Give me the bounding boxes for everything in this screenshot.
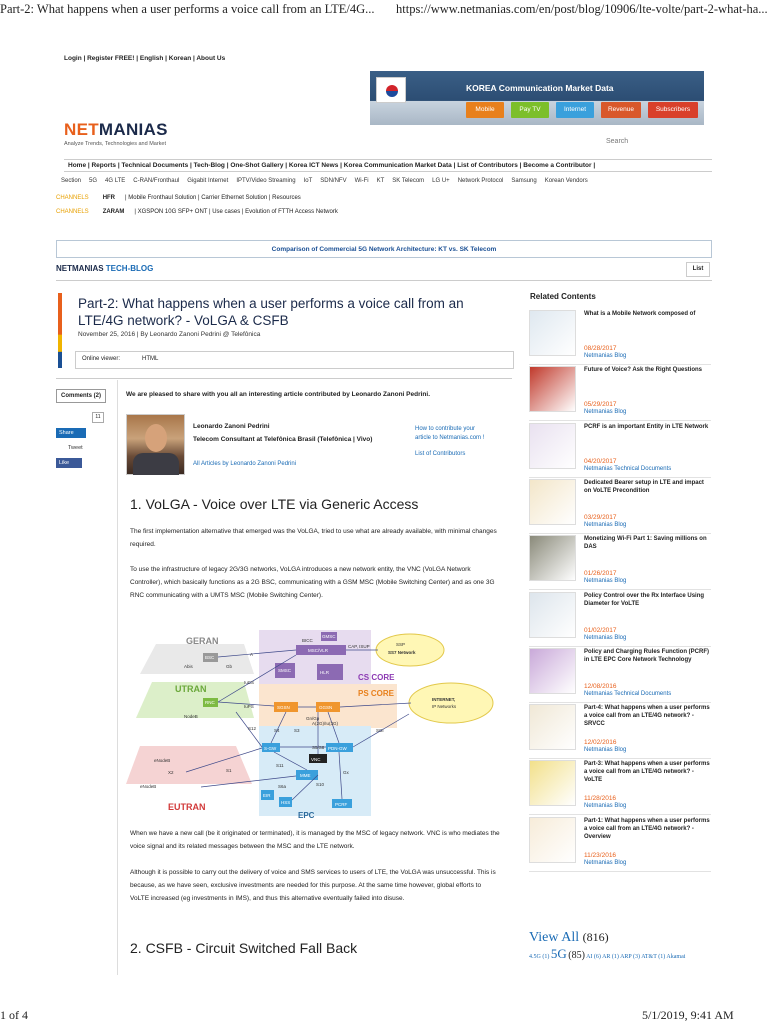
- divider: [529, 477, 711, 478]
- comments-button[interactable]: Comments (2): [56, 389, 106, 403]
- related-contents-heading: Related Contents: [530, 292, 596, 301]
- section-nav-item[interactable]: 5G: [89, 178, 98, 184]
- section-nav-item[interactable]: Korean Vendors: [544, 178, 588, 184]
- smsc-label: SMSC: [278, 668, 292, 673]
- post-title: Part-2: What happens when a user performs a voice call from an LTE/4G network? - VoLGA & CSFB: [78, 296, 464, 328]
- section-nav-item[interactable]: Wi-Fi: [354, 178, 369, 184]
- divider: [529, 646, 711, 647]
- eir-label: EIR: [263, 793, 271, 798]
- divider: [529, 364, 711, 365]
- ggsn-label: GGSN: [319, 705, 333, 710]
- x2-label: X2: [168, 770, 174, 775]
- comparison-banner-link[interactable]: Comparison of Commercial 5G Network Architecture: KT vs. SK Telecom: [56, 240, 712, 258]
- related-item[interactable]: [529, 817, 713, 873]
- print-page-number: 1 of 4: [0, 1008, 28, 1022]
- all-articles-link[interactable]: All Articles by Leonardo Zanoni Pedrini: [193, 461, 297, 467]
- related-title[interactable]: PCRF is an important Entity in LTE Network: [584, 423, 709, 430]
- divider: [529, 589, 711, 590]
- related-thumbnail[interactable]: [529, 760, 576, 806]
- related-source[interactable]: Netmanias Blog: [584, 521, 627, 528]
- section-nav-item[interactable]: KT: [376, 178, 385, 184]
- internet-cloud: [409, 683, 493, 723]
- divider: [529, 533, 711, 534]
- cap-label: CAP, ISUP: [348, 644, 370, 649]
- related-title[interactable]: Part-4: What happens when a user performs a voice call from an LTE/4G network? - SRVCC: [584, 705, 710, 728]
- online-viewer: Online viewer: HTML: [75, 351, 514, 369]
- related-date: 04/20/2017: [584, 457, 617, 465]
- author-info: [193, 420, 372, 446]
- banner-button-revenue[interactable]: Revenue: [601, 102, 641, 118]
- intro-text: We are pleased to share with you all an interesting article contributed by Leonardo Zanoni Pedrini.: [126, 391, 430, 398]
- related-source[interactable]: Netmanias Technical Documents: [584, 465, 672, 472]
- iucs-label: IuCS: [244, 680, 255, 685]
- bicc-label: BICC: [302, 638, 313, 643]
- epc-label: EPC: [298, 811, 315, 820]
- paragraph: Although it is possible to carry out the delivery of voice and SMS services to users of LTE, the VoLGA was unsuccessful. This is because, as we have seen, exclusive investments are needed for this purpose. At the same time however, global efforts to VoLTE increased (eg investments in IMS), and thus this alternative eventually failed into disuse.: [130, 869, 496, 902]
- sgw-label: S-GW: [264, 746, 277, 751]
- mme-label: MME: [300, 773, 311, 778]
- enodeb1-label: eNodeB: [154, 758, 171, 763]
- banner-button-internet[interactable]: Internet: [556, 102, 594, 118]
- related-item[interactable]: [529, 310, 713, 366]
- related-date: 12/02/2016: [584, 739, 617, 747]
- related-source[interactable]: Netmanias Blog: [584, 353, 627, 359]
- related-item[interactable]: [529, 423, 713, 479]
- divider: [56, 280, 712, 281]
- related-thumbnail[interactable]: [529, 592, 576, 638]
- banner-button-subscribers[interactable]: Subscribers: [648, 102, 698, 118]
- gn-label: Gn/Gp: [306, 716, 320, 721]
- s10-label: S10: [316, 782, 325, 787]
- title-accent-bar: [58, 293, 62, 368]
- related-thumbnail[interactable]: [529, 648, 576, 694]
- related-title[interactable]: Part-1: What happens when a user performs a voice call from an LTE/4G network? - Overview: [584, 817, 710, 840]
- related-item[interactable]: [529, 648, 713, 704]
- html-viewer-link[interactable]: HTML: [142, 356, 159, 362]
- hlr-label: HLR: [320, 670, 330, 675]
- section-heading-volga: 1. VoLGA - Voice over LTE via Generic Access: [130, 496, 419, 512]
- ipnet-label: IP Networks: [432, 704, 457, 709]
- related-item[interactable]: [529, 704, 713, 760]
- s3-label: S3: [294, 728, 300, 733]
- paragraph: When we have a new call (be it originated or terminated), it is managed by the MSC of legacy network. VNC is who mediates the voice signal and its related messages between the MSC and the LTE network.: [130, 830, 500, 850]
- eutran-label: EUTRAN: [168, 802, 206, 812]
- tweet-button[interactable]: Tweet: [68, 445, 83, 451]
- a-if-label: A(2G)/Iu(3G): [312, 721, 339, 726]
- section-nav-item[interactable]: Network Protocol: [457, 178, 504, 184]
- related-title[interactable]: Monetizing Wi-Fi Part 1: Saving millions on DAS: [584, 536, 707, 551]
- related-date: 11/28/2016: [584, 795, 617, 803]
- s12-label: S12: [248, 726, 257, 731]
- channel-row-hfr[interactable]: CHANNELS HFR | Mobile Fronthaul Solution | Carrier Ethernet Solution | Resources: [56, 195, 301, 201]
- section-nav-item[interactable]: 4G LTE: [105, 178, 126, 184]
- related-thumbnail[interactable]: [529, 423, 576, 469]
- post-meta: November 25, 2016 | By Leonardo Zanoni Pedrini @ Telefônica: [78, 331, 261, 338]
- section-nav[interactable]: [61, 178, 596, 184]
- related-thumbnail[interactable]: [529, 704, 576, 750]
- gx-label: Gx: [343, 770, 349, 775]
- related-thumbnail[interactable]: [529, 310, 576, 356]
- utran-label: UTRAN: [175, 684, 207, 694]
- print-title: Part-2: What happens when a user performs a voice call from an LTE/4G...: [0, 2, 375, 16]
- market-data-banner[interactable]: [370, 71, 704, 125]
- s1-label: S1: [226, 768, 232, 773]
- volga-architecture-diagram: [126, 622, 506, 820]
- sgi-label: SGi: [376, 728, 384, 733]
- bsc-label: BSC: [205, 655, 215, 660]
- internet-label: INTERNET,: [432, 697, 456, 702]
- view-all-link[interactable]: View All (816): [529, 930, 609, 945]
- geran-label: GERAN: [186, 636, 219, 646]
- cs-core-label: CS CORE: [358, 673, 395, 682]
- tag-cloud[interactable]: 4.5G (1) 5G (85) AI (6) AR (1) ARP (3) AT&T (1) Akamai: [529, 946, 686, 961]
- related-item[interactable]: [529, 592, 713, 648]
- pdngw-label: PDN-GW: [328, 746, 347, 751]
- divider: [56, 378, 512, 379]
- divider: [529, 758, 711, 759]
- vnc-label: VNC: [311, 757, 321, 762]
- a-label: A: [250, 652, 254, 657]
- geran-area: [140, 644, 254, 674]
- s11-label: S11: [276, 763, 284, 768]
- hss-label: HSS: [281, 800, 291, 805]
- print-datetime: 5/1/2019, 9:41 AM: [642, 1008, 734, 1022]
- top-links[interactable]: Login | Register FREE! | English | Korean | About Us: [64, 55, 226, 62]
- banner-title: KOREA Communication Market Data: [466, 83, 614, 93]
- rnc-label: RNC: [205, 700, 215, 705]
- section-nav-item[interactable]: IoT: [303, 178, 313, 184]
- related-title[interactable]: Dedicated Bearer setup in LTE and impact on VoLTE Precondition: [584, 479, 704, 494]
- sgsn-label: SGSN: [277, 705, 290, 710]
- how-to-contribute-link[interactable]: How to contribute your article to Netmanias.com !: [415, 426, 485, 441]
- section-nav-item[interactable]: LG U+: [432, 178, 450, 184]
- divider: [117, 380, 118, 975]
- related-date: 03/29/2017: [584, 513, 617, 521]
- related-title[interactable]: What is a Mobile Network composed of: [584, 311, 696, 317]
- related-date: 11/23/2016: [584, 851, 617, 859]
- section-nav-item[interactable]: Samsung: [511, 178, 537, 184]
- divider: [529, 420, 711, 421]
- eutran-area: [126, 746, 252, 784]
- list-of-contributors-link[interactable]: List of Contributors: [415, 451, 466, 457]
- ps-core-label: PS CORE: [358, 689, 395, 698]
- related-thumbnail[interactable]: [529, 817, 576, 863]
- banner-button-paytv[interactable]: Pay TV: [511, 102, 549, 118]
- related-source[interactable]: Netmanias Technical Documents: [584, 690, 672, 697]
- logo-tagline: Analyze Trends, Technologies and Market: [64, 141, 167, 147]
- related-date: 01/26/2017: [584, 570, 617, 578]
- msc-label: MSC/VLR: [308, 648, 329, 653]
- facebook-like-button[interactable]: Like: [56, 458, 82, 468]
- print-url: https://www.netmanias.com/en/post/blog/10906/lte-volte/part-2-what-ha...: [396, 2, 768, 16]
- section-nav-item[interactable]: Gigabit Internet: [187, 178, 229, 184]
- section-nav-item[interactable]: IPTV/Video Streaming: [236, 178, 296, 184]
- section-heading-csfb: 2. CSFB - Circuit Switched Fall Back: [130, 940, 358, 956]
- section-nav-item[interactable]: C-RAN/Fronthaul: [133, 178, 180, 184]
- linkedin-share-button[interactable]: Share: [56, 428, 86, 438]
- related-title[interactable]: Policy Control over the Rx Interface Using Diameter for VoLTE: [584, 592, 705, 607]
- paragraph: To use the infrastructure of legacy 2G/3G networks, VoLGA introduces a new network entity, the VNC (VoLGA Network Controller), which basically functions as a 2G BSC, communicating with a GSM MSC (Mobile Switching Center) and as one 3G RNC communicating with a UMTS MSC (Mobile Switching Center).: [130, 566, 495, 599]
- search-input[interactable]: Search: [606, 138, 629, 145]
- related-title[interactable]: Policy and Charging Rules Function (PCRF) in LTE EPC Core Network Technology: [584, 648, 710, 663]
- related-thumbnail[interactable]: [529, 535, 576, 581]
- iups-label: IuPS: [244, 704, 254, 709]
- related-item[interactable]: [529, 366, 713, 422]
- divider: [529, 814, 711, 815]
- s4-label: S4: [274, 728, 280, 733]
- related-item[interactable]: [529, 479, 713, 535]
- related-date: 05/29/2017: [584, 401, 617, 409]
- gmsc-label: GMSC: [322, 634, 336, 639]
- related-thumbnail[interactable]: [529, 366, 576, 412]
- banner-button-mobile[interactable]: Mobile: [466, 102, 504, 118]
- s6a-label: S6a: [278, 784, 287, 789]
- share-count: 11: [92, 412, 104, 423]
- related-date: 01/02/2017: [584, 626, 617, 634]
- related-source[interactable]: Netmanias Blog: [584, 803, 627, 810]
- enodeb2-label: eNodeB: [140, 784, 157, 789]
- section-nav-item: Section: [61, 178, 82, 184]
- main-nav[interactable]: Home | Reports | Technical Documents | Tech-Blog | One-Shot Gallery | Korea ICT News | Korea Communication Market Data | List of Contributors | Become a Contributor |: [64, 159, 712, 172]
- related-source[interactable]: Netmanias Blog: [584, 409, 627, 416]
- ss7-label: SS7 Network: [388, 650, 416, 655]
- related-title[interactable]: Part-3: What happens when a user performs a voice call from an LTE/4G network? - VoLTE: [584, 761, 710, 784]
- related-source[interactable]: Netmanias Blog: [584, 747, 627, 754]
- related-date: 08/28/2017: [584, 345, 617, 352]
- abis-label: Abis: [184, 664, 193, 669]
- techblog-heading: NETMANIAS TECH-BLOG: [56, 264, 154, 273]
- section-nav-item[interactable]: SK Telecom: [392, 178, 425, 184]
- pcrf-label: PCRF: [335, 802, 348, 807]
- s5-label: S5/S8: [312, 745, 325, 750]
- related-source[interactable]: Netmanias Blog: [584, 578, 627, 585]
- divider: [529, 702, 711, 703]
- related-item[interactable]: [529, 535, 713, 591]
- nodeb-label: NodeB: [184, 714, 198, 719]
- section-nav-item[interactable]: SDN/NFV: [320, 178, 347, 184]
- channel-row-zaram[interactable]: CHANNELS ZARAM | XGSPON 10G SFP+ ONT | Use cases | Evolution of FTTH Access Network: [56, 209, 338, 215]
- related-date: 12/08/2016: [584, 682, 617, 690]
- netmanias-logo[interactable]: NETMANIAS: [64, 120, 168, 139]
- related-title[interactable]: Future of Voice? Ask the Right Questions: [584, 367, 703, 374]
- author-name: Leonardo Zanoni Pedrini: [193, 423, 270, 430]
- author-role: Telecom Consultant at Telefônica Brasil (Telefônica | Vivo): [193, 436, 373, 443]
- gb-label: Gb: [226, 664, 233, 669]
- related-thumbnail[interactable]: [529, 479, 576, 525]
- list-button[interactable]: List: [686, 262, 710, 277]
- related-source[interactable]: Netmanias Blog: [584, 859, 627, 866]
- ssp-label: SSP: [396, 642, 406, 647]
- paragraph: The first implementation alternative that emerged was the VoLGA, tried to use what are already available, with minimal changes required.: [130, 528, 497, 548]
- related-item[interactable]: [529, 760, 713, 816]
- author-photo: [126, 414, 185, 475]
- divider: [529, 871, 711, 872]
- korea-flag-icon: [376, 77, 406, 103]
- related-source[interactable]: Netmanias Blog: [584, 634, 627, 641]
